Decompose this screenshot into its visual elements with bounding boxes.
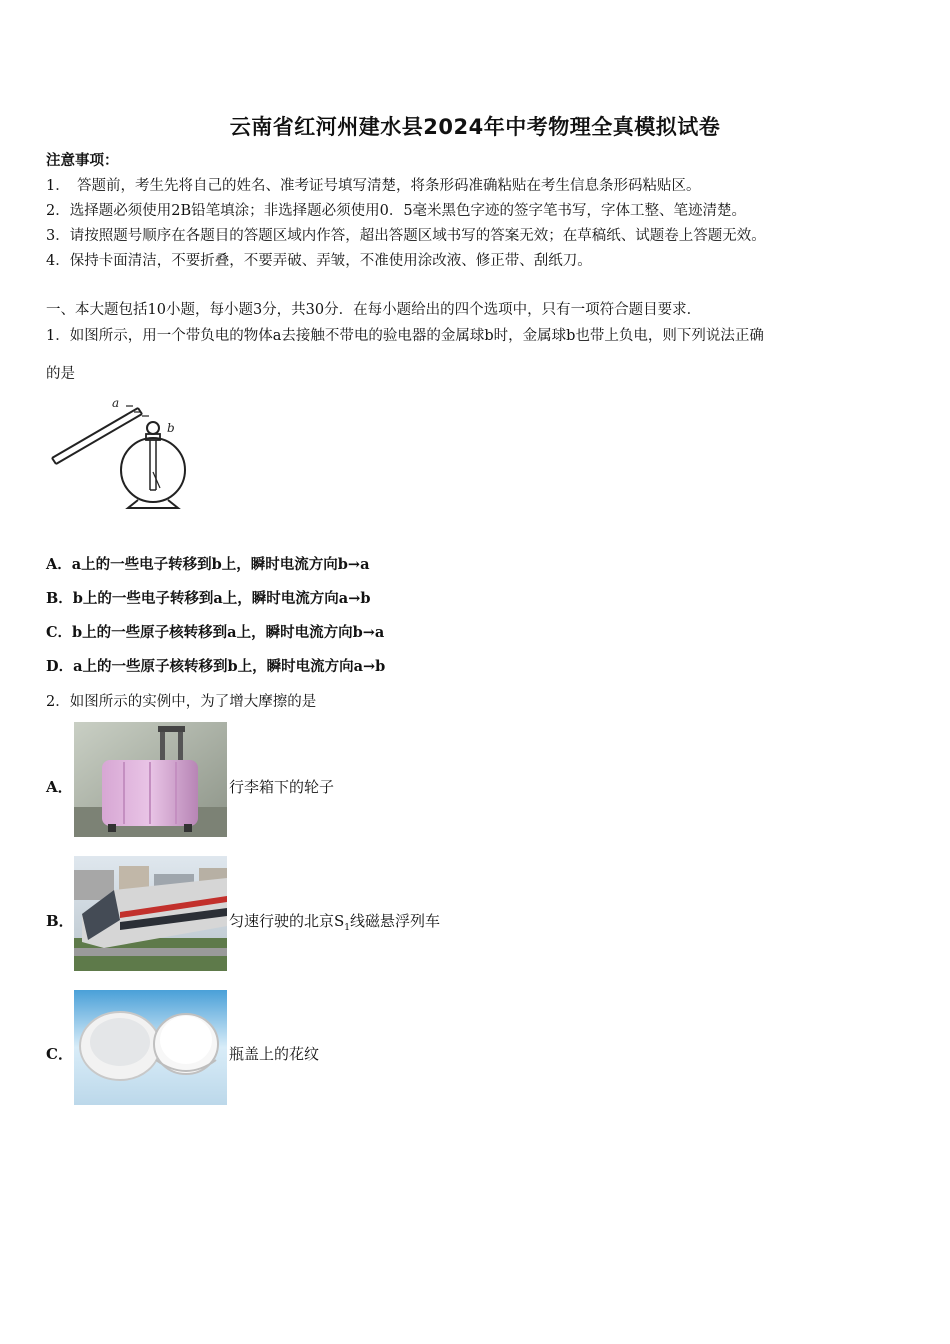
subscript: 1 [344, 923, 351, 933]
option-label: B． [46, 590, 73, 607]
q2-option-b-text [229, 910, 440, 933]
electroscope-figure [46, 392, 196, 514]
option-text: a上的一些原子核转移到b上，瞬时电流方向a→b [73, 658, 386, 675]
q2-option-c-text: 瓶盖上的花纹 [229, 1045, 320, 1063]
q2-option-b-label[interactable]: B． [46, 912, 74, 930]
q2-option-a-label[interactable]: A． [46, 778, 73, 796]
notice-item: 2．选择题必须使用2B铅笔填涂；非选择题必须使用0．5毫米黑色字迹的签字笔书写，字体工整、笔迹清楚。 [46, 203, 747, 219]
suitcase-photo [74, 722, 227, 837]
q2-option-c-label[interactable]: C． [46, 1045, 73, 1063]
option-label: C． [46, 624, 73, 641]
notice-item: 1． 答题前，考生先将自己的姓名、准考证号填写清楚，将条形码准确粘贴在考生信息条形码粘贴区。 [46, 178, 701, 194]
q1-option-d[interactable] [46, 657, 385, 677]
notice-item: 3．请按照题号顺序在各题目的答题区域内作答，超出答题区域书写的答案无效；在草稿纸、试题卷上答题无效。 [46, 228, 766, 244]
q1-option-b[interactable] [46, 589, 370, 609]
option-text: b上的一些电子转移到a上，瞬时电流方向a→b [72, 590, 371, 607]
electroscope [121, 422, 185, 508]
q2-stem: 2．如图所示的实例中，为了增大摩擦的是 [46, 694, 317, 710]
label-a: a [112, 396, 120, 410]
q1-stem-cont: 的是 [46, 366, 75, 382]
q1-stem: 1．如图所示，用一个带负电的物体a去接触不带电的验电器的金属球b时，金属球b也带上负电，则下列说法正确 [46, 328, 764, 344]
notice-heading: 注意事项： [46, 152, 119, 169]
option-text: a上的一些电子转移到b上，瞬时电流方向b→a [71, 556, 370, 573]
q2-option-a-text: 行李箱下的轮子 [229, 778, 335, 796]
bottle-cap-photo [74, 990, 227, 1105]
maglev-train-photo [74, 856, 227, 971]
q1-option-a[interactable] [46, 555, 369, 575]
text-part: 匀速行驶的北京S [229, 912, 345, 930]
charged-rod [52, 408, 142, 464]
page-title: 云南省红河州建水县2024年中考物理全真模拟试卷 [229, 115, 721, 139]
text-part: 线磁悬浮列车 [350, 912, 441, 930]
section-heading: 一、本大题包括10小题，每小题3分，共30分．在每小题给出的四个选项中，只有一项符合题目要求． [46, 302, 702, 318]
q1-option-c[interactable] [46, 623, 384, 643]
label-b: b [167, 421, 175, 435]
option-label: A． [46, 556, 72, 573]
option-text: b上的一些原子核转移到a上，瞬时电流方向b→a [72, 624, 385, 641]
notice-item: 4．保持卡面清洁，不要折叠，不要弄破、弄皱，不准使用涂改液、修正带、刮纸刀。 [46, 253, 592, 269]
option-label: D． [46, 658, 74, 675]
